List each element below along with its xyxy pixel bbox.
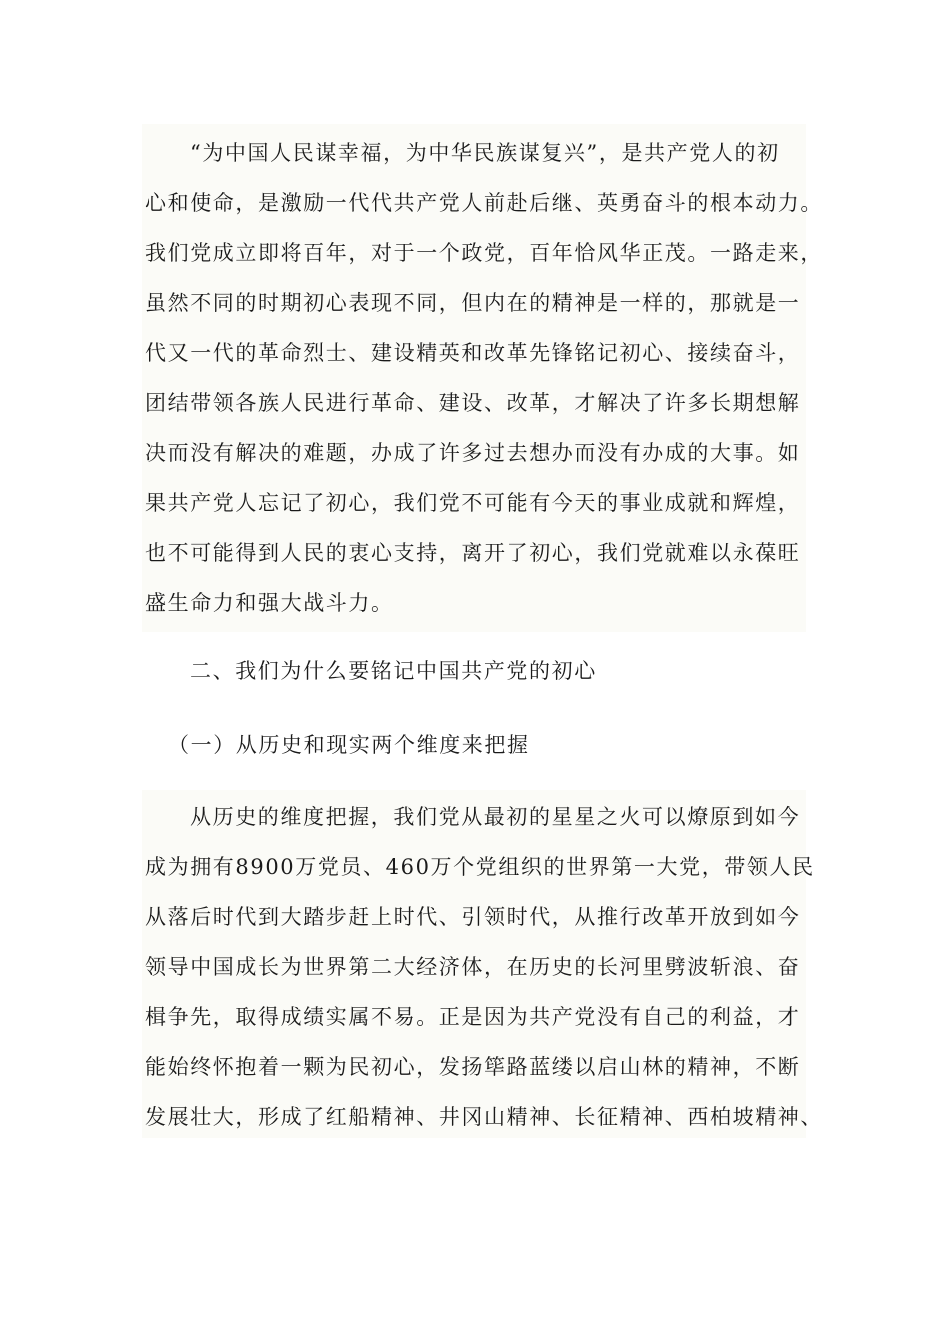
paragraph-2-line-3: 从落后时代到大踏步赶上时代、引领时代，从推行改革开放到如今 bbox=[145, 905, 801, 929]
paragraph-2-line-7: 发展壮大，形成了红船精神、井冈山精神、长征精神、西柏坡精神、 bbox=[145, 1105, 823, 1129]
paragraph-1-line-9: 也不可能得到人民的衷心支持，离开了初心，我们党就难以永葆旺 bbox=[145, 541, 801, 565]
paragraph-1-line-2: 心和使命，是激励一代代共产党人前赴后继、英勇奋斗的根本动力。 bbox=[145, 191, 823, 215]
paragraph-2-line-1: 从历史的维度把握，我们党从最初的星星之火可以燎原到如今 bbox=[190, 805, 801, 829]
subsection-heading: （一）从历史和现实两个维度来把握 bbox=[168, 733, 530, 757]
paragraph-1-line-4: 虽然不同的时期初心表现不同，但内在的精神是一样的，那就是一 bbox=[145, 291, 801, 315]
paragraph-1-line-6: 团结带领各族人民进行革命、建设、改革，才解决了许多长期想解 bbox=[145, 391, 801, 415]
paragraph-1-line-1: “为中国人民谋幸福，为中华民族谋复兴”，是共产党人的初 bbox=[190, 141, 780, 165]
paragraph-1-line-5: 代又一代的革命烈士、建设精英和改革先锋铭记初心、接续奋斗， bbox=[145, 341, 801, 365]
paragraph-2-line-2: 成为拥有8900万党员、460万个党组织的世界第一大党，带领人民 bbox=[145, 855, 815, 879]
paragraph-2-line-4: 领导中国成长为世界第二大经济体，在历史的长河里劈波斩浪、奋 bbox=[145, 955, 801, 979]
paragraph-1-line-7: 决而没有解决的难题，办成了许多过去想办而没有办成的大事。如 bbox=[145, 441, 801, 465]
paragraph-2-line-6: 能始终怀抱着一颗为民初心，发扬筚路蓝缕以启山林的精神，不断 bbox=[145, 1055, 801, 1079]
paragraph-1-line-8: 果共产党人忘记了初心，我们党不可能有今天的事业成就和辉煌， bbox=[145, 491, 801, 515]
paragraph-2-line-5: 楫争先，取得成绩实属不易。正是因为共产党没有自己的利益，才 bbox=[145, 1005, 801, 1029]
section-heading: 二、我们为什么要铭记中国共产党的初心 bbox=[190, 659, 597, 683]
paragraph-1-line-10: 盛生命力和强大战斗力。 bbox=[145, 591, 394, 615]
paragraph-1-line-3: 我们党成立即将百年，对于一个政党，百年恰风华正茂。一路走来， bbox=[145, 241, 823, 265]
